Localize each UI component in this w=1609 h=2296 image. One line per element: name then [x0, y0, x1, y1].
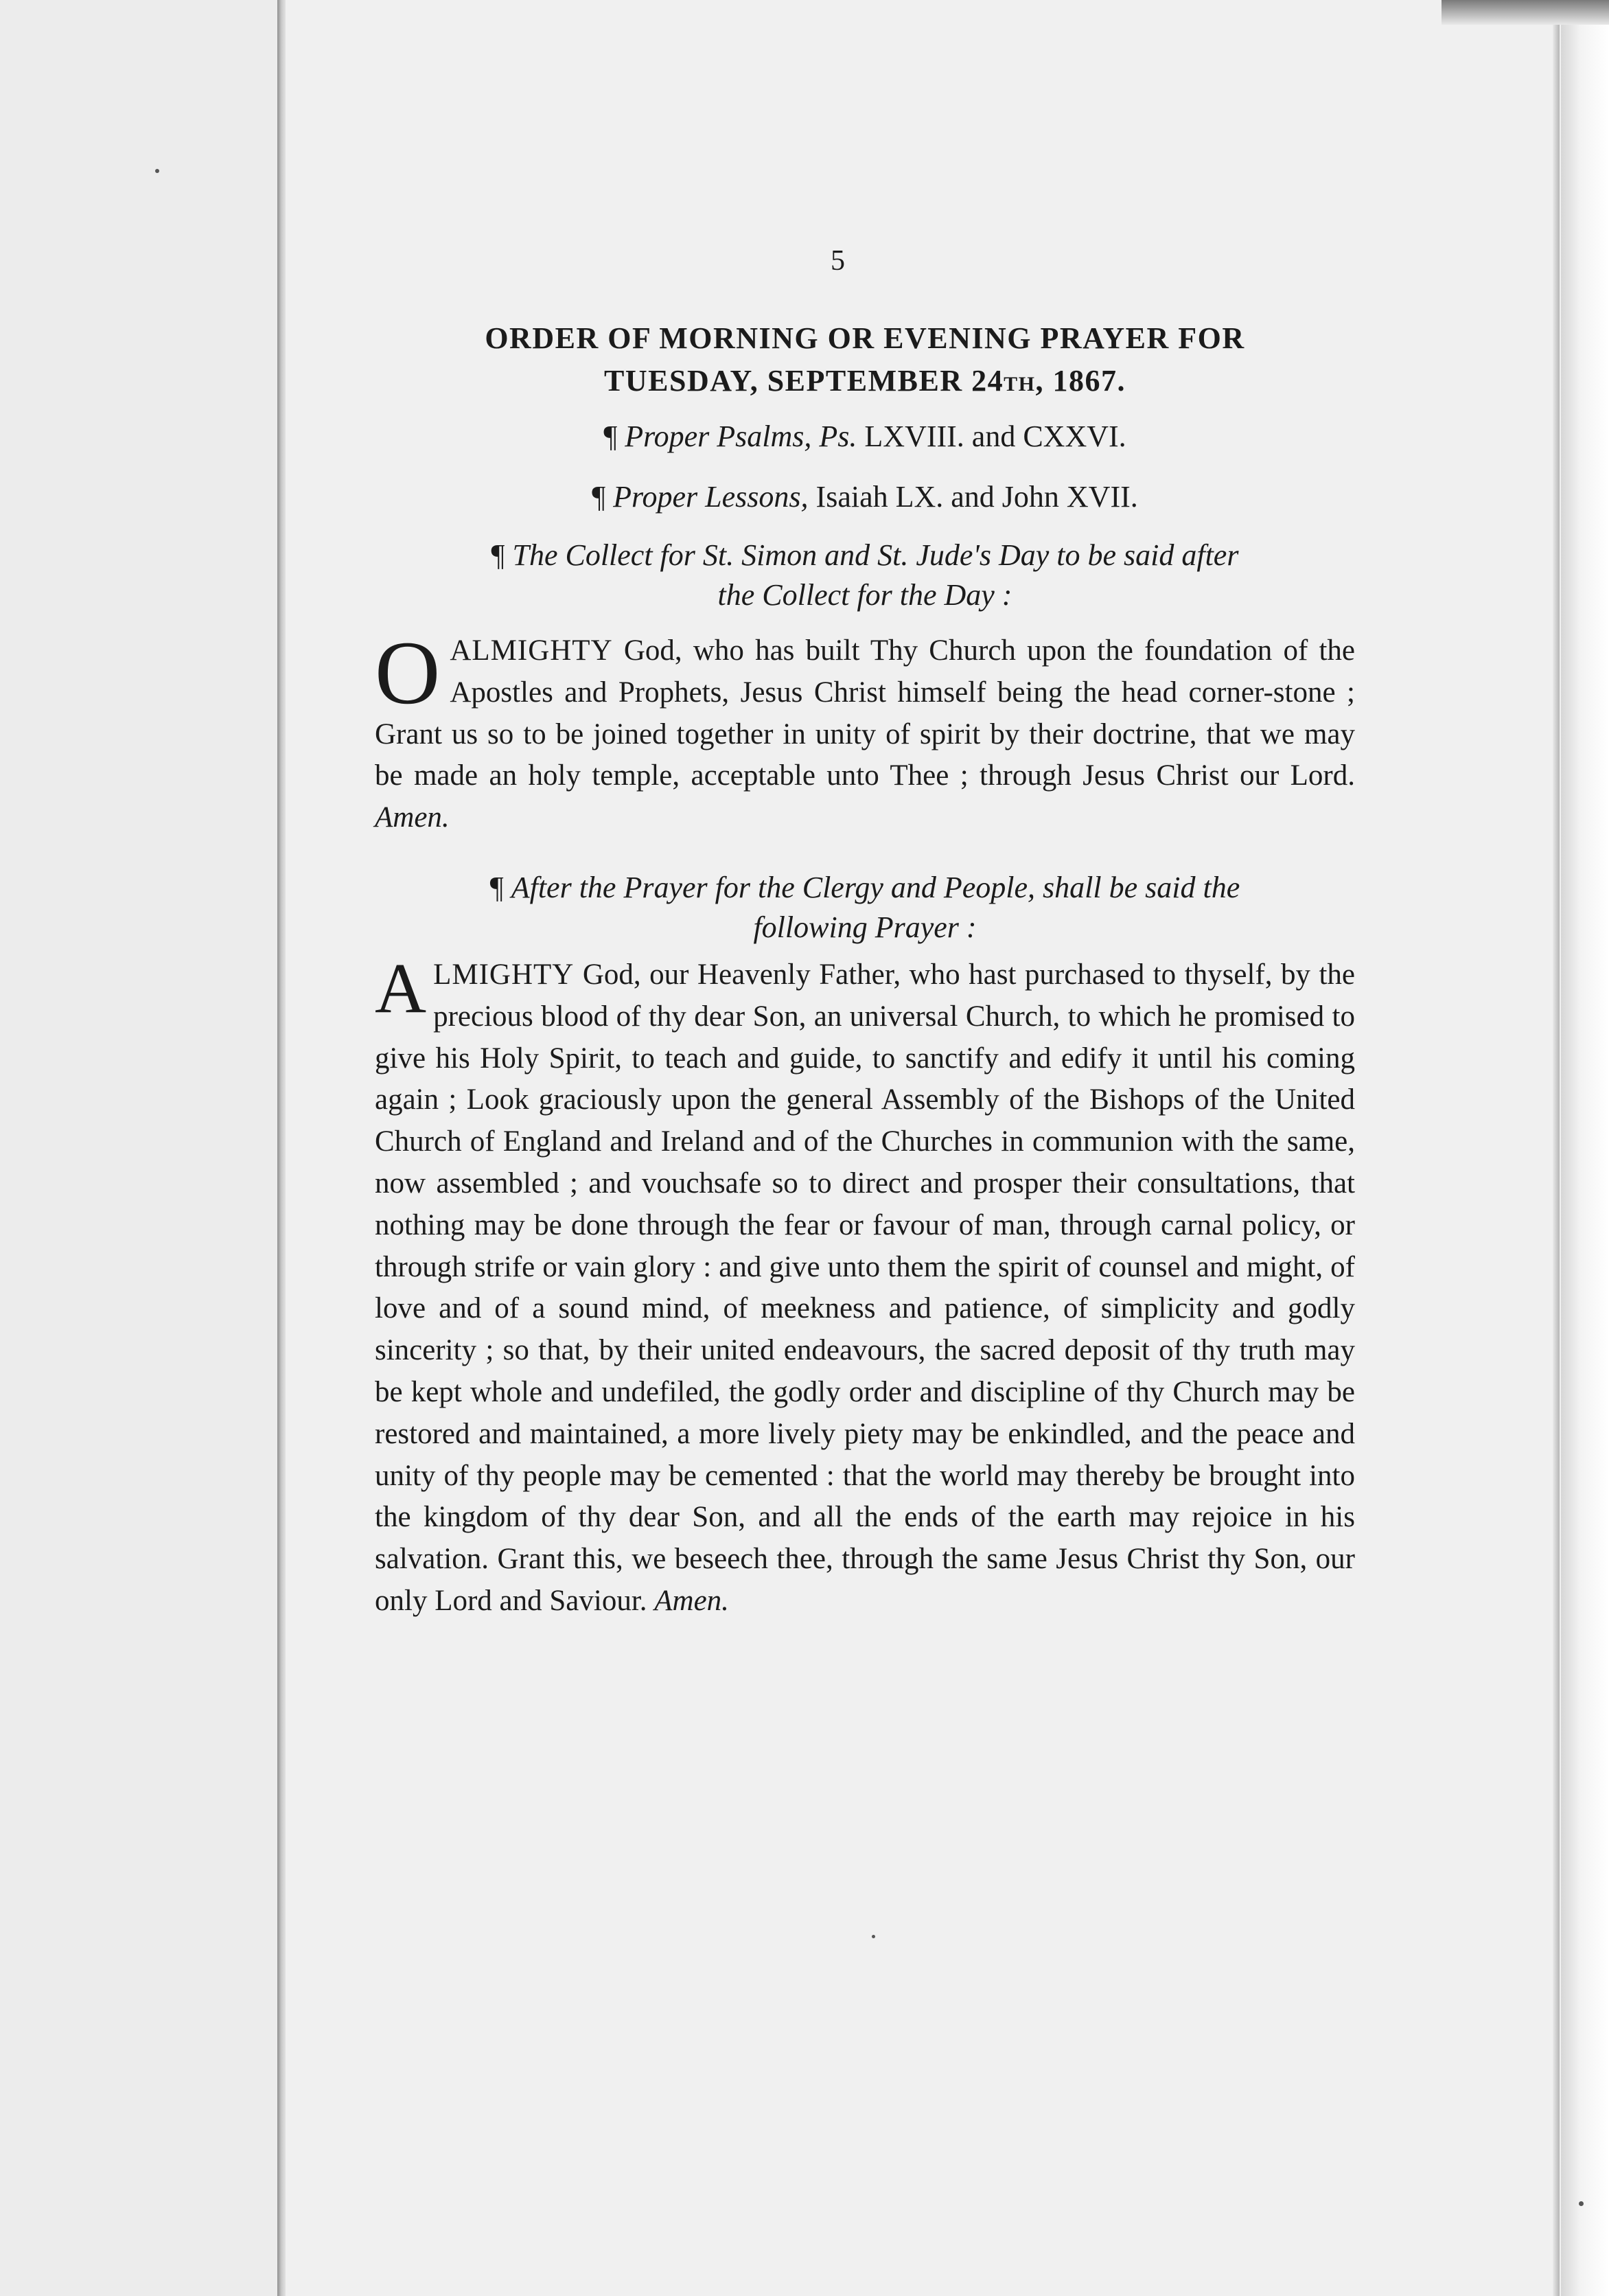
page-number: 5	[831, 245, 845, 277]
left-blank-leaf	[0, 0, 277, 2296]
rubric-prayer-instruction: ¶ After the Prayer for the Clergy and People, shall be said the following Prayer :	[489, 871, 1240, 944]
collect-text: O ALMIGHTY God, who has built Thy Church upon the foundation of the Apostles and Prophets, Jesus Christ himself being the head corner-stone ; Grant us so to be joined together in unity of spirit by their doctrine, that we may be made an holy temple, acceptable unto Thee ; through Jesus Christ our Lord. Amen.	[375, 622, 1356, 834]
scan-speck	[155, 169, 159, 173]
prayer-text: A LMIGHTY God, our Heavenly Father, who hast purchased to thyself, by the precious blood of thy dear Son, an universal Church, to which he promised to give his Holy Spirit, to teach and guide, to sanctify and edify it until his coming again ; Look graciously upon the general Assembly of the Bishops of the United Church of England and Ireland and of the Churches in communion with the same, now assembled ; and vouchsafe so to direct and prosper their consultations, that nothing may be done through the fear or favour of man, through carnal policy, or through strife or vain glory : and give unto them the spirit of counsel and might, of love and of a sound mind, of meekness and patience, of simplicity and godly sincerity ; so that, by their united endeavours, the sacred deposit of thy truth may be kept whole and undefiled, the godly order and discipline of thy Church may be restored and maintained, a more lively piety may be enkindled, and the peace and unity of thy people may be cemented : that the world may thereby be brought into the kingdom of thy dear Son, and all the ends of the earth may rejoice in his salvation. Grant this, we beseech thee, through the same Jesus Christ thy Son, our only Lord and Saviour. Amen.	[375, 949, 1355, 1617]
page-heading	[371, 317, 1359, 406]
pilcrow-icon: ¶	[491, 538, 505, 572]
collect-drop-cap: O	[375, 622, 441, 723]
rubric-proper-psalms: ¶ Proper Psalms, Ps. LXVIII. and CXXVI.	[603, 420, 1126, 453]
scan-speck	[1579, 2201, 1584, 2206]
pilcrow-icon: ¶	[489, 871, 504, 904]
page-fore-edge	[1561, 0, 1609, 2296]
pilcrow-icon: ¶	[603, 420, 618, 453]
prayer-drop-cap: A	[375, 949, 427, 1028]
heading-line-1: ORDER OF MORNING OR EVENING PRAYER FOR	[485, 321, 1245, 355]
rubric-collect-instruction: ¶ The Collect for St. Simon and St. Jude's Day to be said after the Collect for the Day :	[491, 538, 1239, 612]
page-edge-shadow	[1553, 0, 1560, 2296]
scan-corner-shadow	[1442, 0, 1609, 25]
book-gutter	[277, 0, 286, 2296]
pilcrow-icon: ¶	[592, 480, 606, 514]
scan-speck	[872, 1935, 875, 1938]
rubric-proper-lessons: ¶ Proper Lessons, Isaiah LX. and John XVII.	[592, 480, 1138, 514]
heading-line-2: TUESDAY, SEPTEMBER 24TH, 1867.	[604, 364, 1126, 398]
